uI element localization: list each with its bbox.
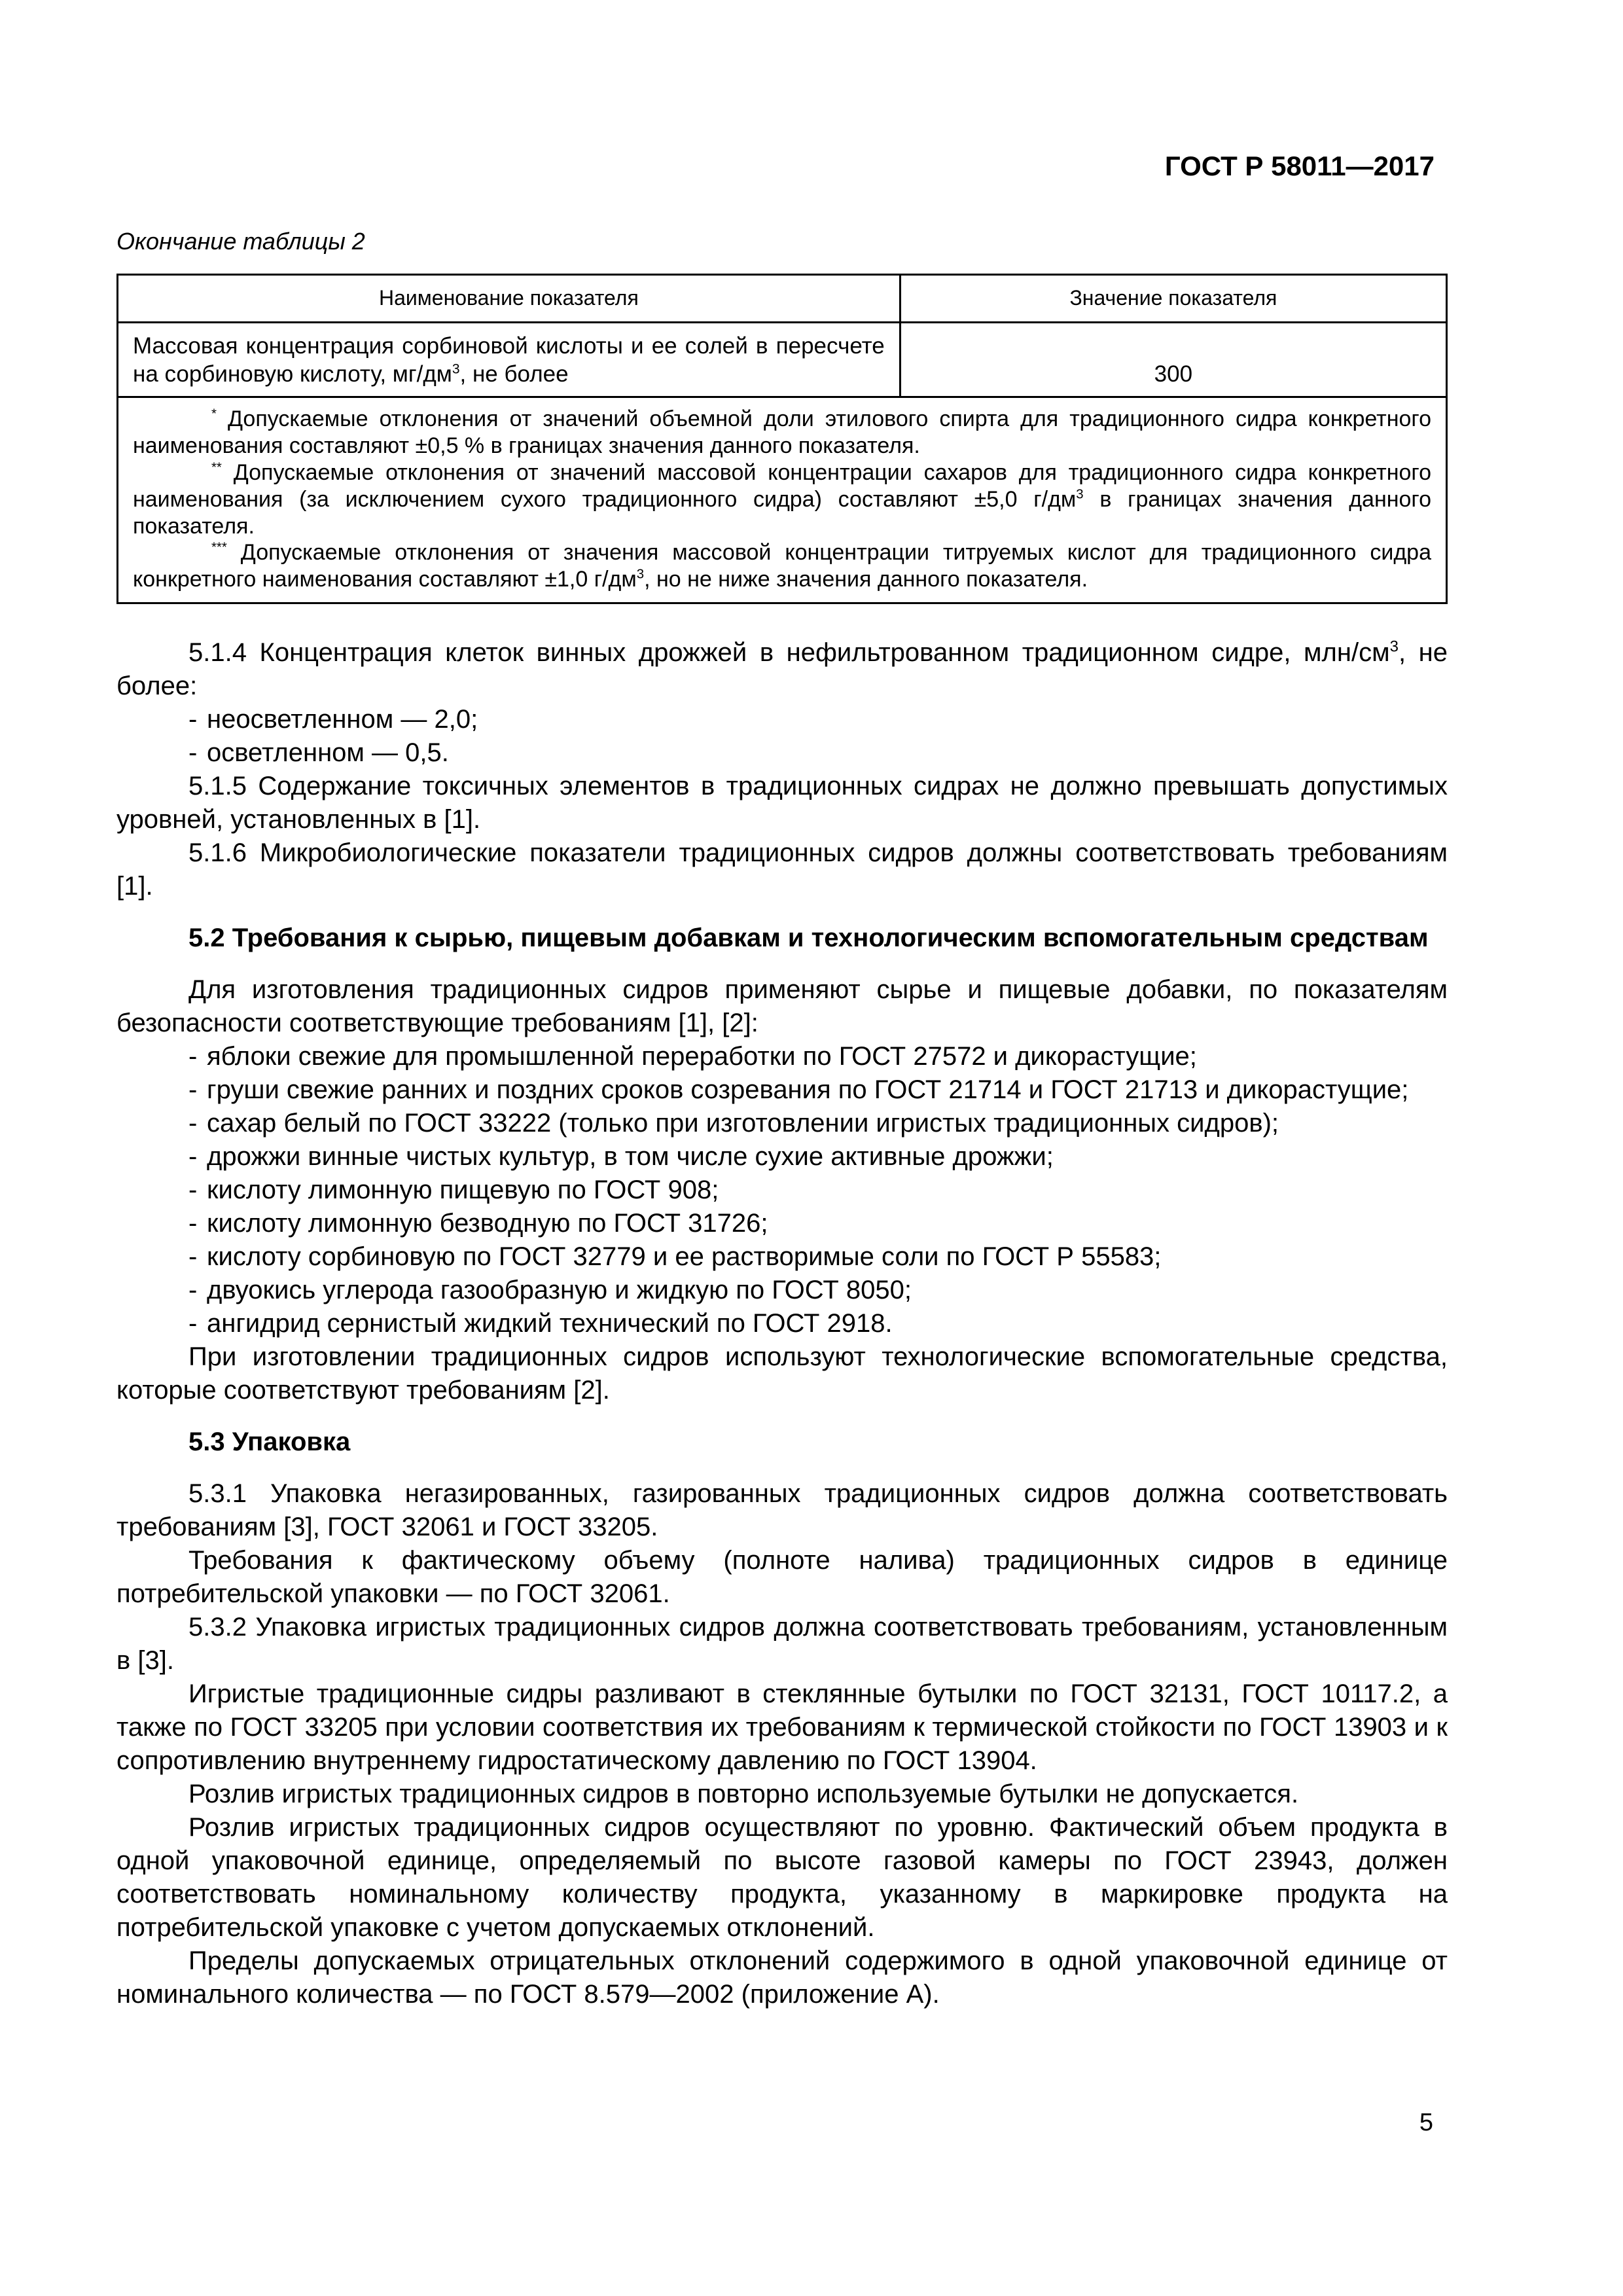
list-item: - груши свежие ранних и поздних сроков созревания по ГОСТ 21714 и ГОСТ 21713 и дикорастущие; [188,1075,1409,1104]
header-indicator-name: Наименование показателя [118,275,901,323]
page-number: 5 [1419,2109,1433,2136]
document-code: ГОСТ Р 58011—2017 [1164,151,1435,181]
table-caption: Окончание таблицы 2 [116,228,365,255]
list-item: - кислоту сорбиновую по ГОСТ 32779 и ее растворимые соли по ГОСТ Р 55583; [188,1242,1162,1271]
section-heading-5-3: 5.3 Упаковка [188,1427,351,1456]
paragraph-5-3-2: 5.3.2 Упаковка игристых традиционных сидров должна соответствовать требованиям, установленным в [3]. [116,1613,1448,1675]
paragraph-5-1-5: 5.1.5 Содержание токсичных элементов в традиционных сидрах не должно превышать допустимых уровней, установленных в [1]. [116,772,1448,834]
list-item: - дрожжи винные чистых культур, в том числе сухие активные дрожжи; [188,1142,1054,1171]
paragraph-volume: Требования к фактическому объему (полноте налива) традиционных сидров в единице потребительской упаковки — по ГОСТ 32061. [116,1546,1448,1608]
section-heading-5-2: 5.2 Требования к сырью, пищевым добавкам и технологическим вспомогательным средствам [188,924,1429,952]
row-indicator-value: 300 [900,323,1446,397]
table-notes [118,397,1447,603]
list-item: - осветленном — 0,5. [188,738,449,767]
list-item: - ангидрид сернистый жидкий технический по ГОСТ 2918. [188,1309,893,1338]
paragraph-5-3-1: 5.3.1 Упаковка негазированных, газированных традиционных сидров должна соответствовать требованиям [3], ГОСТ 32061 и ГОСТ 33205. [116,1479,1448,1541]
paragraph-bottles: Игристые традиционные сидры разливают в стеклянные бутылки по ГОСТ 32131, ГОСТ 10117.2, а также по ГОСТ 33205 при условии соответствия их требованиям к термической стойкости по ГОСТ 13903 и к сопротивлению внутреннему гидростатическому давлению по ГОСТ 13904. [116,1679,1448,1775]
paragraph-5-2-intro: Для изготовления традиционных сидров применяют сырье и пищевые добавки, по показателям безопасности соответствующие требованиям [1], [2]: [116,975,1448,1037]
table-header-row [118,275,1447,323]
table-notes-row [118,397,1447,603]
paragraph-limits: Пределы допускаемых отрицательных отклонений содержимого в одной упаковочной единице от номинального количества — по ГОСТ 8.579—2002 (приложение А). [116,1946,1448,2009]
paragraph-reuse: Розлив игристых традиционных сидров в повторно используемые бутылки не допускается. [188,1780,1299,1808]
table-row [118,323,1447,397]
footnote-3: *** Допускаемые отклонения от значения массовой концентрации титруемых кислот для традиционного сидра конкретного наименования составляют ±1,0 $г/дм^3$, но не ниже значения данного показателя. [133,540,1431,592]
indicators-table [116,274,1448,604]
footnote-1: * Допускаемые отклонения от значений объемной доли этилового спирта для традиционного сидра конкретного наименования составляют ±0,5 % в границах значения данного показателя. [133,406,1431,459]
paragraph-5-2-closing: При изготовлении традиционных сидров используют технологические вспомогательные средства, которые соответствуют требованиям [2]. [116,1342,1448,1405]
document-body [116,636,1448,2011]
footnote-2: ** Допускаемые отклонения от значений массовой концентрации сахаров для традиционного сидра конкретного наименования (за исключением сухого традиционного сидра) составляют ±5,0 $г/дм^3$ в границах значения данного показателя. [133,459,1431,539]
paragraph-filling: Розлив игристых традиционных сидров осуществляют по уровню. Фактический объем продукта в одной упаковочной единице, определяемый по высоте газовой камеры по ГОСТ 23943, должен соответствовать номинальному количеству продукта, указанному в маркировке продукта на потребительской упаковке с учетом допускаемых отклонений. [116,1813,1448,1942]
list-item: - неосветленном — 2,0; [188,705,478,734]
list-item: - сахар белый по ГОСТ 33222 (только при изготовлении игристых традиционных сидров); [188,1109,1279,1138]
paragraph-5-1-4: 5.1.4 Концентрация клеток винных дрожжей в нефильтрованном традиционном сидре, млн/$см^3$, не более: [116,637,1448,700]
list-item: - кислоту лимонную безводную по ГОСТ 31726; [188,1209,768,1238]
list-item: - двуокись углерода газообразную и жидкую по ГОСТ 8050; [188,1276,912,1304]
list-item: - яблоки свежие для промышленной переработки по ГОСТ 27572 и дикорастущие; [188,1042,1197,1071]
list-item: - кислоту лимонную пищевую по ГОСТ 908; [188,1175,719,1204]
header-indicator-value: Значение показателя [900,275,1446,323]
paragraph-5-1-6: 5.1.6 Микробиологические показатели традиционных сидров должны соответствовать требованиям [1]. [116,838,1448,901]
row-indicator-name: Массовая концентрация сорбиновой кислоты и ее солей в пересчете на сорбиновую кислоту, $мг/дм^3$, не более [118,323,901,397]
